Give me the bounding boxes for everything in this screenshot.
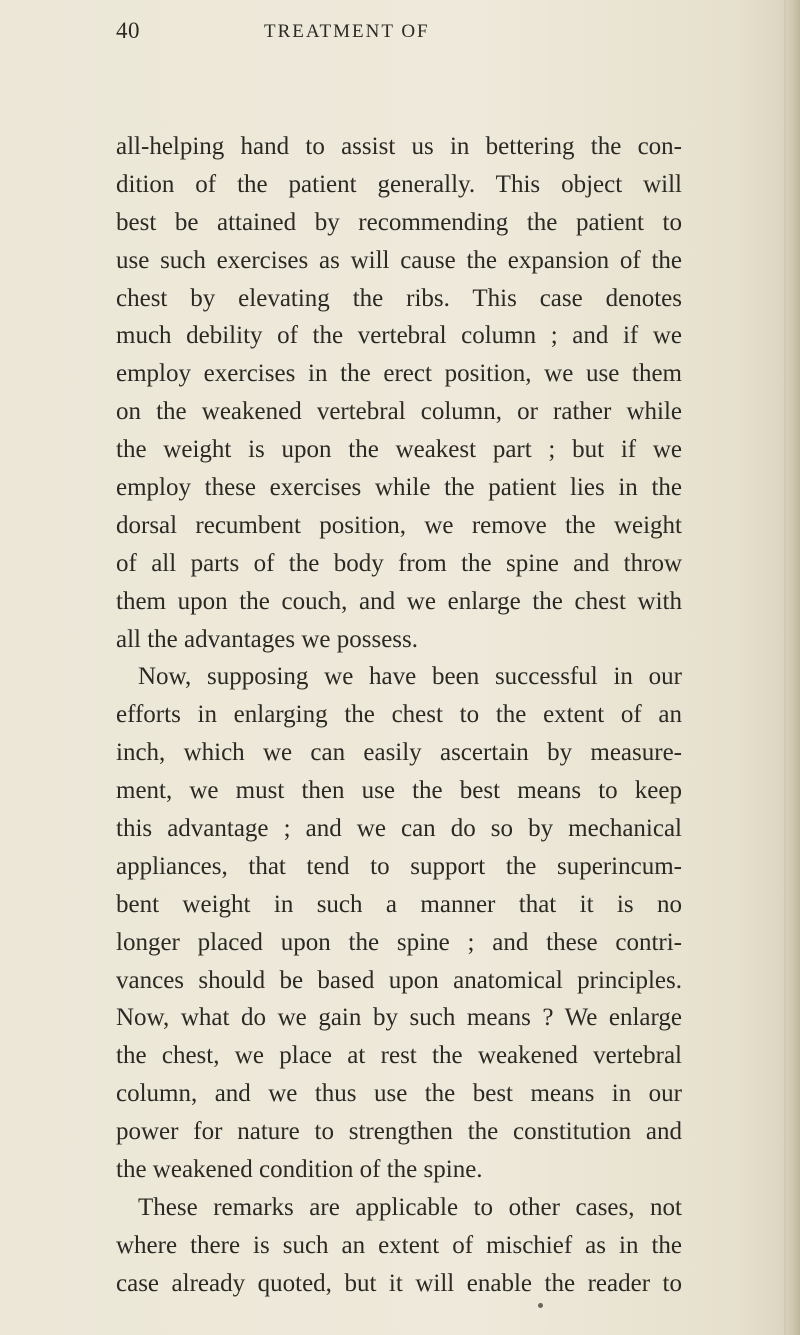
text-line: all-helping hand to assist us in bettering the con-: [116, 133, 682, 160]
text-line: employ exercises in the erect position, we use them: [116, 360, 682, 388]
text-line: employ these exercises while the patient lies in the: [116, 474, 682, 502]
print-speck: [538, 1303, 543, 1308]
text-line: longer placed upon the spine ; and these contri-: [116, 928, 682, 956]
text-line: all the advantages we possess.: [116, 625, 419, 653]
text-line: where there is such an extent of mischief as in the: [116, 1231, 682, 1259]
text-line: inch, which we can easily ascertain by measure-: [116, 739, 682, 767]
text-line: bent weight in such a manner that it is no: [116, 890, 682, 918]
text-line: vances should be based upon anatomical principles.: [116, 966, 682, 994]
text-line: These remarks are applicable to other cases, not: [138, 1193, 682, 1221]
text-line: use such exercises as will cause the expansion of the: [116, 246, 682, 274]
text-line: Now, supposing we have been successful in our: [138, 663, 682, 691]
text-line: chest by elevating the ribs. This case denotes: [116, 284, 682, 312]
text-line: dorsal recumbent position, we remove the weight: [116, 511, 682, 539]
page-edge-shadow: [782, 0, 800, 1335]
text-line: appliances, that tend to support the superincum-: [116, 852, 682, 880]
text-line: column, and we thus use the best means in our: [116, 1080, 682, 1108]
text-line: them upon the couch, and we enlarge the chest with: [116, 587, 682, 615]
text-line: the weakened condition of the spine.: [116, 1156, 483, 1184]
text-line: on the weakened vertebral column, or rather while: [116, 398, 682, 426]
text-line: power for nature to strengthen the constitution and: [116, 1118, 682, 1146]
text-line: of all parts of the body from the spine and throw: [116, 549, 682, 577]
text-line: best be attained by recommending the patient to: [116, 208, 682, 236]
text-line: the weight is upon the weakest part ; but if we: [116, 436, 682, 464]
text-line: much debility of the vertebral column ; and if we: [116, 322, 682, 350]
text-line: Now, what do we gain by such means ? We enlarge: [116, 1004, 682, 1032]
page-number: 40: [116, 18, 140, 43]
text-line: the chest, we place at rest the weakened vertebral: [116, 1042, 682, 1070]
running-title: TREATMENT OF: [264, 21, 430, 42]
text-line: case already quoted, but it will enable the reader to: [116, 1269, 682, 1297]
text-line: efforts in enlarging the chest to the extent of an: [116, 701, 682, 729]
page-header: [116, 18, 682, 50]
text-line: dition of the patient generally. This object will: [116, 170, 682, 198]
body-text: [116, 128, 682, 1303]
text-line: ment, we must then use the best means to keep: [116, 777, 682, 805]
text-line: this advantage ; and we can do so by mechanical: [116, 815, 682, 843]
